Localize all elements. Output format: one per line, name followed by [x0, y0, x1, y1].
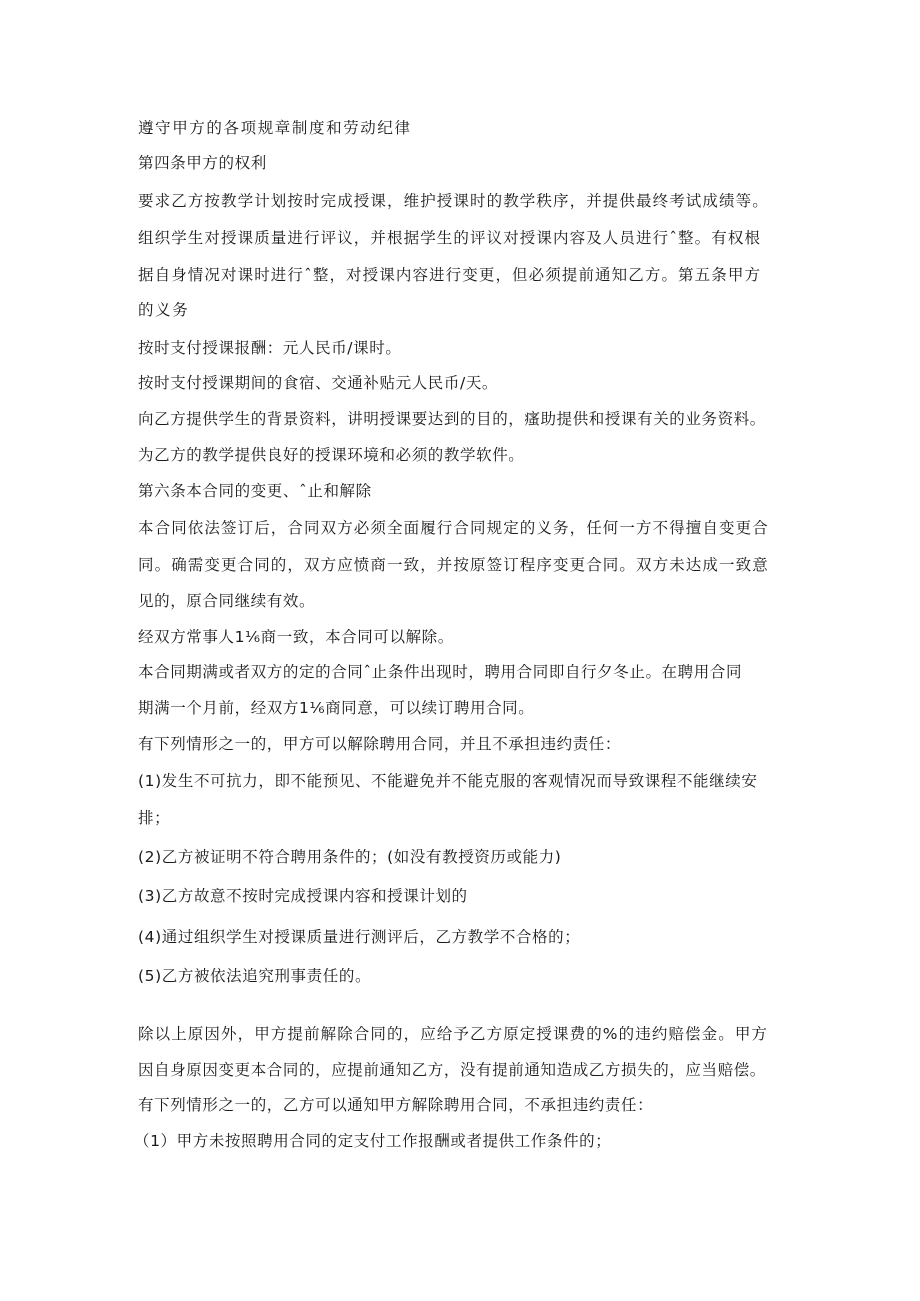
- text-line-6: 的义务: [138, 301, 190, 319]
- list-item-4: (4)通过组织学生对授课质量进行测评后，乙方教学不合格的；: [138, 928, 581, 946]
- text-line-4: 组织学生对授课质量进行评议，并根据学生的评议对授课内容及人员进行ˆ整。有权根: [138, 229, 762, 247]
- list-item-1-line-1: (1)发生不可抗力，即不能预见、不能避免并不能克服的客观情况而导致课程不能继续安: [138, 772, 758, 790]
- text-line-28: （1）甲方未按照聘用合同的定支付工作报酬或者提供工作条件的；: [134, 1132, 612, 1150]
- heading-article-6: 第六条本合同的变更、ˆ止和解除: [138, 482, 372, 500]
- text-line-18: 有下列情形之一的，甲方可以解除聘用合同，并且不承担违约责任：: [138, 735, 622, 753]
- text-line-14: 见的，原合同继续有效。: [138, 592, 316, 610]
- list-item-3: (3)乙方故意不按时完成授课内容和授课计划的: [138, 887, 468, 905]
- text-line-26: 因自身原因变更本合同的，应提前通知乙方，没有提前通知造成乙方损失的，应当赔偿。: [138, 1061, 766, 1079]
- text-line-15: 经双方常事人1⅙商一致，本合同可以解除。: [138, 628, 454, 646]
- text-line-1: 遵守甲方的各项规章制度和劳动纪律: [138, 119, 412, 137]
- text-line-3: 要求乙方按教学计划按时完成授课，维护授课时的教学秩序，并提供最终考试成绩等。: [138, 192, 769, 210]
- text-line-8: 按时支付授课期间的食宿、交通补贴元人民币/天。: [138, 374, 499, 392]
- heading-article-4: 第四条甲方的权利: [138, 154, 267, 172]
- text-line-12: 本合同依法签订后，合同双方必须全面履行合同规定的义务，任何一方不得擅自变更合: [138, 519, 769, 537]
- list-item-2: (2)乙方被证明不符合聘用条件的；(如没有教授资历或能力): [138, 848, 562, 866]
- text-line-10: 为乙方的教学提供良好的授课环境和必须的教学软件。: [138, 446, 525, 464]
- text-line-13: 同。确需变更合同的，双方应愤商一致，并按原签订程序变更合同。双方未达成一致意: [138, 556, 769, 574]
- text-line-9: 向乙方提供学生的背景资料，讲明授课要达到的目的，瘙助提供和授课有关的业务资料。: [138, 410, 766, 428]
- text-line-7: 按时支付授课报酬：元人民币/课时。: [138, 339, 402, 357]
- text-line-5: 据自身情况对课时进行ˆ整，对授课内容进行变更，但必须提前通知乙方。第五条甲方: [138, 266, 762, 284]
- text-line-25: 除以上原因外，甲方提前解除合同的，应给予乙方原定授课费的%的违约赔偿金。甲方: [138, 1025, 769, 1043]
- list-item-5: (5)乙方被依法追究刑事责任的。: [138, 967, 372, 985]
- text-line-27: 有下列情形之一的，乙方可以通知甲方解除聘用合同，不承担违约责任：: [138, 1096, 654, 1114]
- text-line-16: 本合同期满或者双方的定的合同ˆ止条件出现时，聘用合同即自行夕冬止。在聘用合同: [138, 663, 743, 681]
- list-item-1-line-2: 排；: [138, 809, 171, 827]
- text-line-17: 期满一个月前，经双方1⅙商同意，可以续订聘用合同。: [138, 699, 535, 717]
